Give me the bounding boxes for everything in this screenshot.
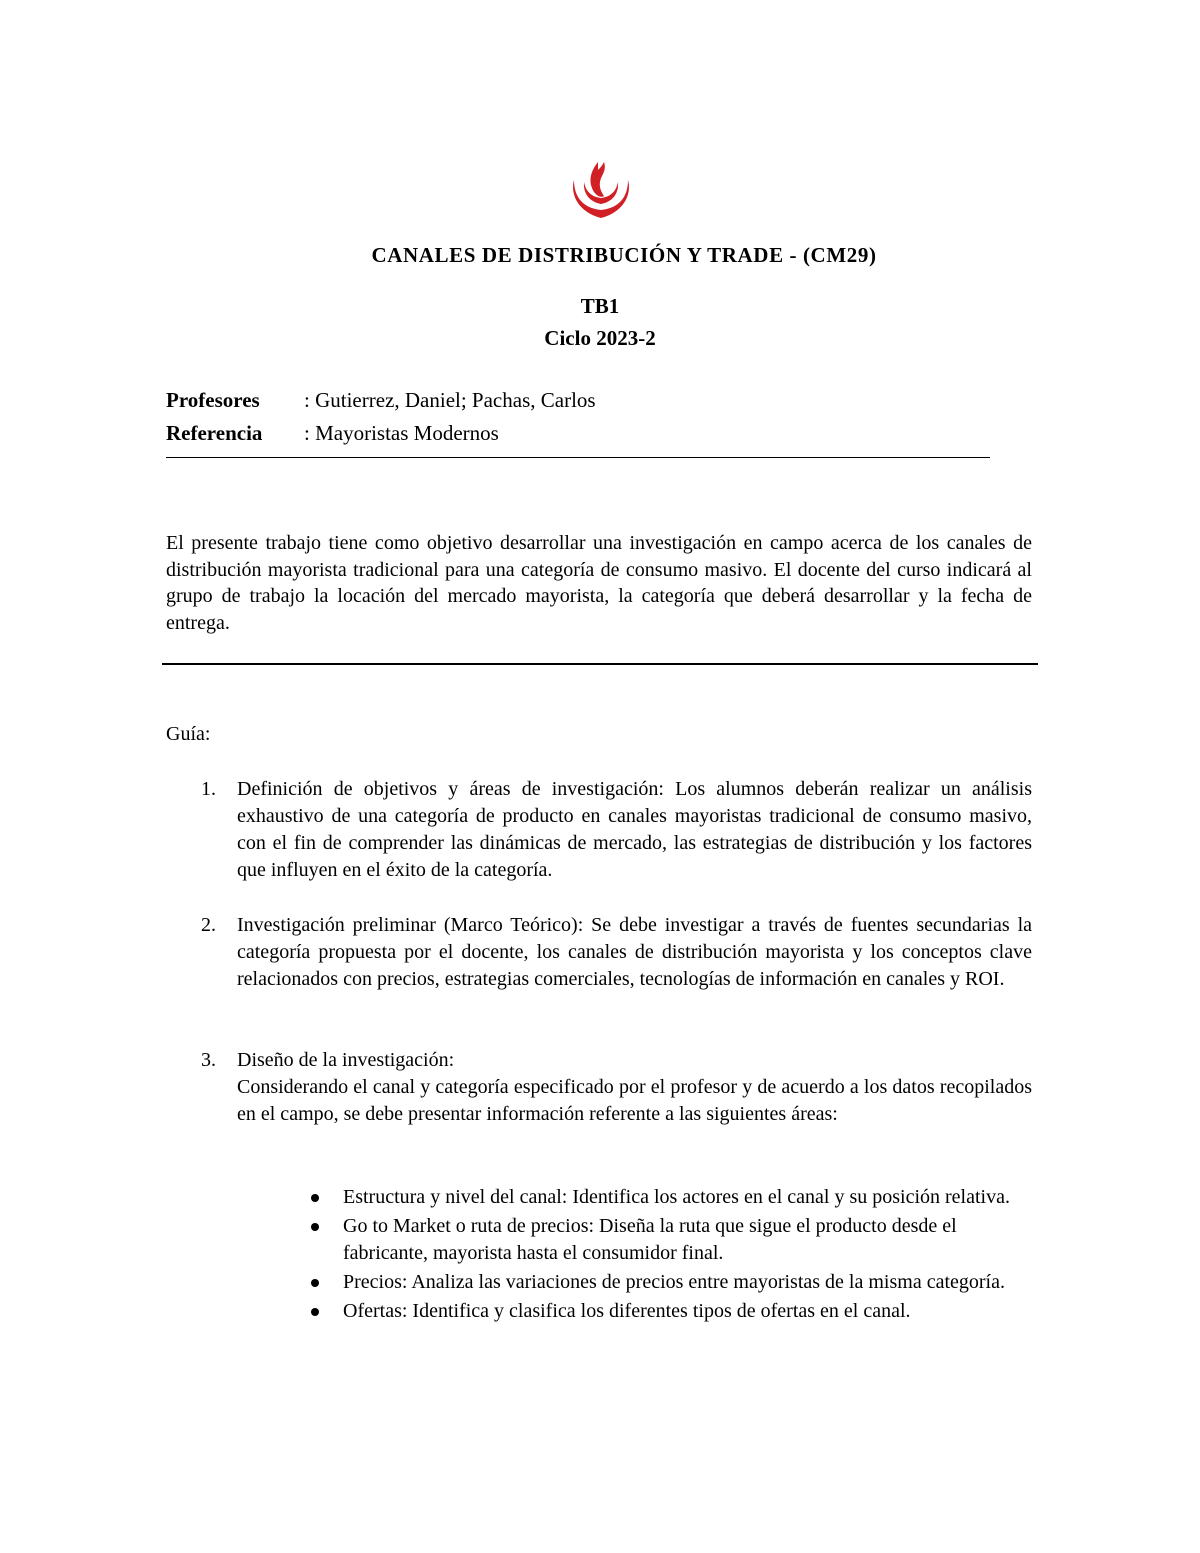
reference-row [166,421,499,446]
list-item [343,1184,1033,1211]
bullet-icon [311,1308,319,1316]
upc-flame-logo-icon [568,160,634,220]
guide-item-2 [201,912,1032,993]
list-item [343,1298,1033,1325]
areas-bullet-list [343,1184,1033,1327]
item-text: Definición de objetivos y áreas de investigación: Los alumnos deberán realizar un análisis exhaustivo de una categoría de producto en canales mayoristas tradicional de consumo masivo, con el fin de comprender las dinámicas de mercado, las estrategias de distribución y los factores que influyen en el éxito de la categoría. [237,778,1032,881]
section-divider [162,663,1038,665]
professors-label: Profesores [166,388,260,412]
guide-heading: Guía: [166,723,211,745]
list-item [343,1269,1033,1296]
reference-value: : Mayoristas Modernos [304,421,499,445]
item-title: Diseño de la investigación: [237,1049,455,1071]
item-number: 2. [201,914,216,936]
item-text: Considerando el canal y categoría especificado por el profesor y de acuerdo a los datos recopilados en el campo, se debe presentar información referente a las siguientes áreas: [237,1076,1032,1125]
bullet-text: Ofertas: Identifica y clasifica los diferentes tipos de ofertas en el canal. [343,1300,911,1322]
professors-value: : Gutierrez, Daniel; Pachas, Carlos [304,388,596,412]
bullet-text: Estructura y nivel del canal: Identifica los actores en el canal y su posición relativa. [343,1186,1010,1208]
item-number: 1. [201,778,216,800]
course-title: CANALES DE DISTRIBUCIÓN Y TRADE - (CM29) [371,243,877,267]
list-item [343,1213,1033,1267]
assignment-code: TB1 [580,294,620,318]
item-number: 3. [201,1049,216,1071]
bullet-icon [311,1279,319,1287]
bullet-text: Precios: Analiza las variaciones de precios entre mayoristas de la misma categoría. [343,1271,1005,1293]
professors-row [166,388,596,413]
bullet-icon [311,1223,319,1231]
header-divider [166,457,990,458]
bullet-text: Go to Market o ruta de precios: Diseña la ruta que sigue el producto desde el fabricante, mayorista hasta el consumidor final. [343,1215,957,1264]
intro-paragraph: El presente trabajo tiene como objetivo desarrollar una investigación en campo acerca de los canales de distribución mayorista tradicional para una categoría de consumo masivo. El docente del curso indicará al grupo de trabajo la locación del mercado mayorista, la categoría que deberá desarrollar y la fecha de entrega. [166,532,1032,634]
guide-item-3 [201,1047,1032,1128]
cycle-label: Ciclo 2023-2 [544,326,656,350]
item-text: Investigación preliminar (Marco Teórico): Se debe investigar a través de fuentes secundarias la categoría propuesta por el docente, los canales de distribución mayorista y los conceptos clave relacionados con precios, estrategias comerciales, tecnologías de información en canales y ROI. [237,914,1032,990]
guide-item-1 [201,776,1032,884]
reference-label: Referencia [166,421,263,445]
bullet-icon [311,1194,319,1202]
